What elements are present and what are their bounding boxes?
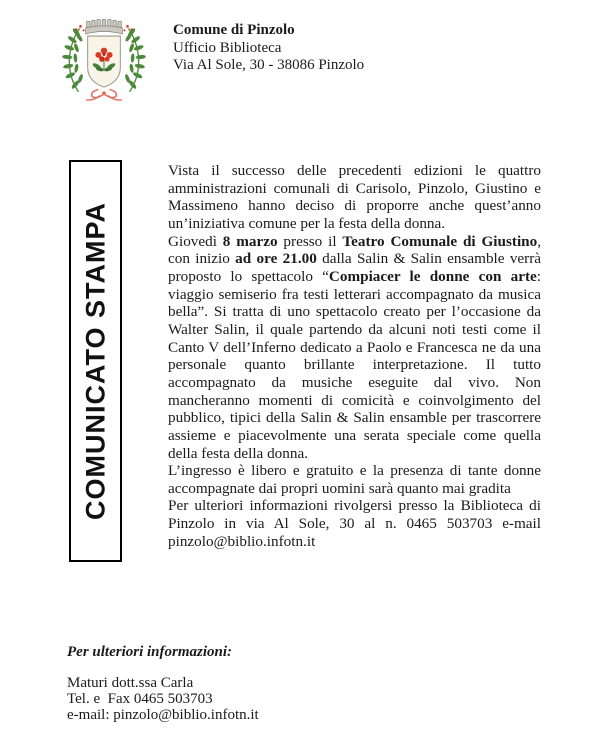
coat-of-arms-icon bbox=[58, 10, 150, 104]
body-paragraph: Giovedì 8 marzo presso il Teatro Comunale di Giustino, con inizio ad ore 21.00 dalla Salin & Salin ensamble verrà proposto lo spettacolo “Compiacer le donne con arte: viaggio semiserio fra testi letterari accompagnato da musica bella”. Si tratta di uno spettacolo creato per l’occasione da Walter Salin, il quale partendo da alcuni noti testi come il Canto V dell’Inferno dedicato a Paolo e Francesca ne da una personale quanto brillante interpretazione. Il tutto accompagnato da musiche eseguite dal vivo. Non mancheranno momenti di comicità e coinvolgimento del pubblico, tipici della Salin & Salin ensamble per trascorrere assieme e piacevolmente una serata speciale come quella della festa della donna. bbox=[168, 232, 542, 462]
comunicato-stampa-label: COMUNICATO STAMPA bbox=[80, 202, 110, 520]
organization-name: Comune di Pinzolo bbox=[173, 22, 295, 38]
body-paragraph: L’ingresso è libero e gratuito e la presenza di tante donne accompagnate dai propri uomini sarà quanto mai gradita bbox=[168, 462, 541, 497]
contact-name: Maturi dott.ssa Carla bbox=[67, 675, 194, 691]
letterhead bbox=[173, 22, 364, 75]
contact-phone-fax: Tel. e Fax 0465 503703 bbox=[67, 690, 213, 707]
address-line: Via Al Sole, 30 - 38086 Pinzolo bbox=[173, 57, 365, 73]
body-paragraph: Vista il successo delle precedenti edizioni le quattro amministrazioni comunali di Carisolo, Pinzolo, Giustino e Massimeno hanno deciso di proporre anche quest’anno un’iniziativa comune per la festa della donna. bbox=[168, 162, 541, 232]
body-paragraph: Per ulteriori informazioni rivolgersi presso la Biblioteca di Pinzolo in via Al Sole, 30 al n. 0465 503703 e-mail pinzolo@biblio.infotn.it bbox=[168, 497, 541, 550]
press-release-body bbox=[168, 162, 541, 550]
contact-email: e-mail: pinzolo@biblio.infotn.it bbox=[67, 706, 259, 723]
contact-block bbox=[67, 676, 259, 723]
footer-heading: Per ulteriori informazioni: bbox=[67, 644, 233, 660]
comunicato-stampa-box bbox=[69, 160, 122, 562]
coat-of-arms-graphic bbox=[58, 10, 150, 104]
office-name: Ufficio Biblioteca bbox=[173, 39, 282, 56]
